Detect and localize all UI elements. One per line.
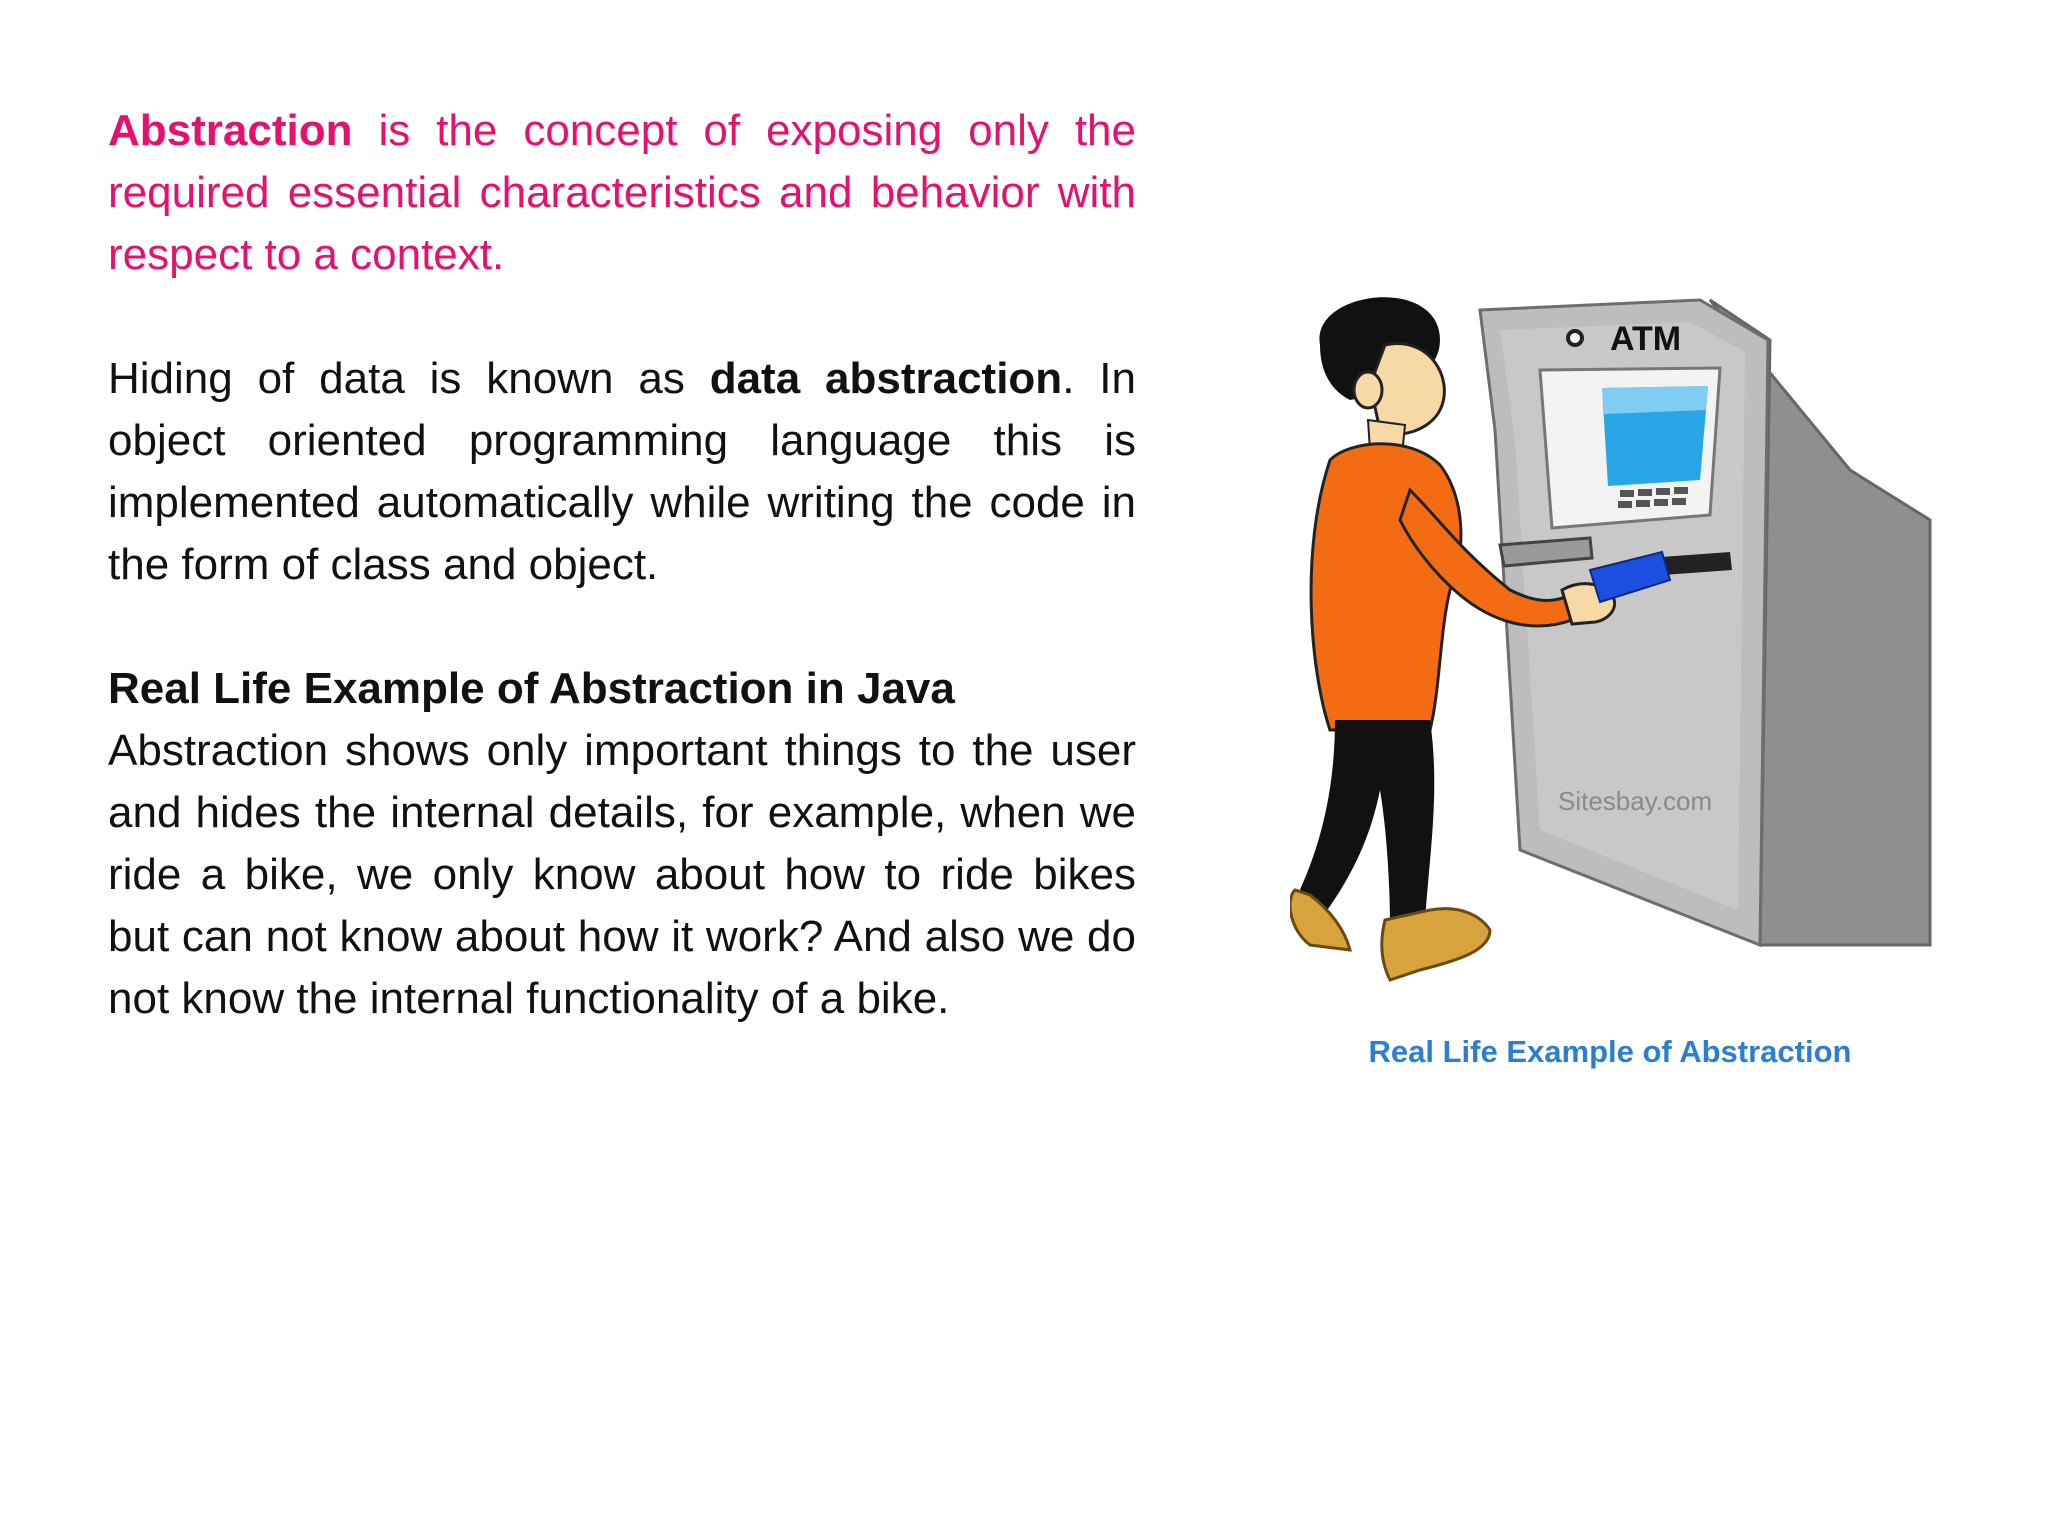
definition-term: Abstraction [108, 106, 353, 155]
data-abstraction-paragraph [108, 348, 1136, 596]
person-shoe-front [1382, 909, 1490, 980]
person-ear [1354, 372, 1382, 408]
data-abstraction-after: . In object oriented programming language this is implemented automatically while writing the code in the form of class and object. [108, 354, 1136, 589]
data-abstraction-term: data abstraction [709, 354, 1063, 403]
example-heading: Real Life Example of Abstraction in Java [108, 664, 955, 713]
definition-text: is the concept of exposing only the required essential characteristics and behavior with respect to a context. [108, 106, 1136, 279]
atm-indicator-light [1568, 331, 1582, 345]
data-abstraction-before: Hiding of data is known as [108, 354, 710, 403]
slide-text-column [108, 100, 1136, 1030]
atm-watermark: Sitesbay.com [1558, 786, 1713, 816]
atm-label: ATM [1610, 320, 1682, 358]
example-section [108, 658, 1136, 1030]
definition-paragraph [108, 100, 1136, 286]
person-shirt [1311, 444, 1461, 730]
atm-illustration [1290, 290, 1950, 1010]
atm-screen-shine [1602, 386, 1708, 414]
example-body: Abstraction shows only important things to the user and hides the internal details, for example, when we ride a bike, we only know about how to ride bikes but can not know about how it work? And also we do not know the internal functionality of a bike. [108, 726, 1136, 1023]
illustration-caption: Real Life Example of Abstraction [1368, 1034, 1852, 1069]
